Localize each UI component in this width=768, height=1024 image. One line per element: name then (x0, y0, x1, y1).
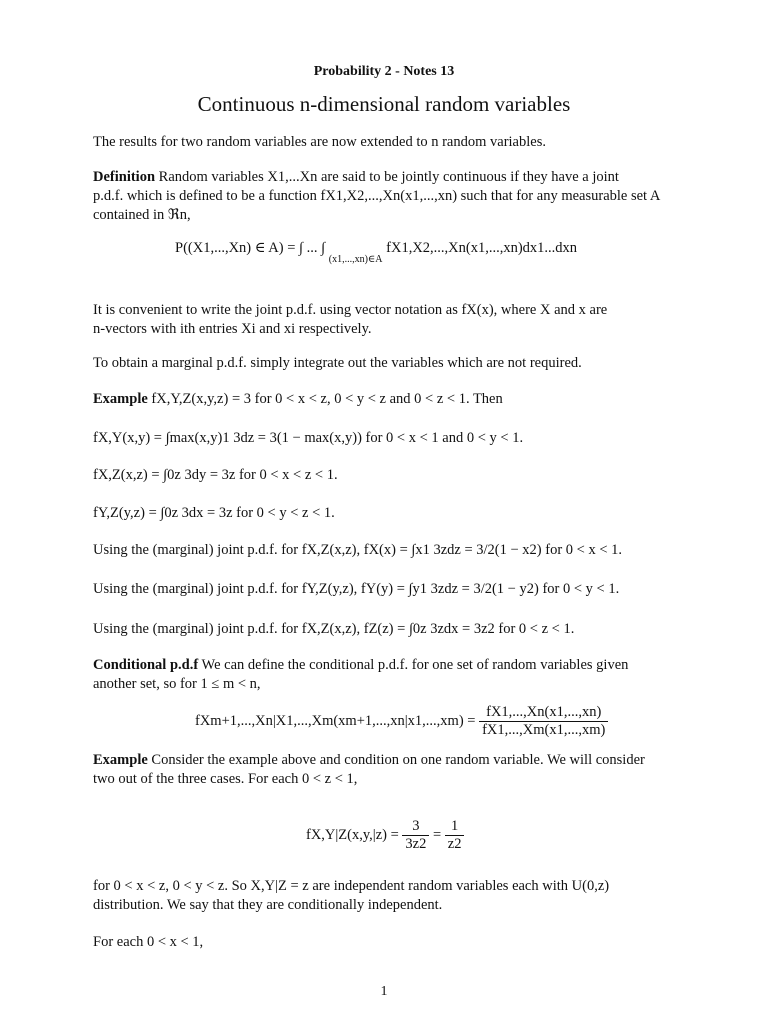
marginal-paragraph: To obtain a marginal p.d.f. simply integrate out the variables which are not required. (93, 355, 582, 371)
fraction-three-over-three-z-squared (402, 818, 429, 853)
equation-line: fX,Y(x,y) = ∫max(x,y)1 3dz = 3(1 − max(x,y)) for 0 < x < 1 and 0 < y < 1. (93, 430, 524, 446)
definition-equation-subscript: (x1,...,xn)∈A (328, 254, 383, 265)
definition-equation-lhs: P((X1,...,Xn) ∈ A) = ∫ ... ∫ (175, 240, 326, 256)
fraction-2-denominator: z2 (447, 836, 462, 852)
definition-text-2: p.d.f. which is defined to be a function fX1,X2,...,Xn(x1,...,xn) such that for any measurable set A (93, 188, 661, 204)
independence-paragraph (93, 877, 679, 915)
final-line: For each 0 < x < 1, (93, 934, 204, 950)
intro-paragraph: The results for two random variables are now extended to n random variables. (93, 134, 546, 150)
example-2-label: Example (93, 752, 148, 768)
definition-paragraph (93, 168, 679, 225)
conditional-text-2: another set, so for 1 ≤ m < n, (93, 676, 261, 692)
independence-text-1: for 0 < x < z, 0 < y < z. So X,Y|Z = z are independent random variables each with U(0,z) (93, 878, 610, 894)
example-2-text-2: two out of the three cases. For each 0 < z < 1, (93, 771, 358, 787)
vector-note-text-2: n-vectors with ith entries Xi and xi respectively. (93, 321, 372, 337)
example-2-text-1: Consider the example above and condition on one random variable. We will consider (151, 752, 645, 768)
vector-note-paragraph (93, 301, 679, 339)
running-header: Probability 2 - Notes 13 (313, 64, 455, 79)
equation-line: Using the (marginal) joint p.d.f. for fX,Z(x,z), fZ(z) = ∫0z 3zdx = 3z2 for 0 < z < 1. (93, 621, 575, 637)
conditional-label: Conditional p.d.f (93, 657, 199, 673)
equation-line: Using the (marginal) joint p.d.f. for fY,Z(y,z), fY(y) = ∫y1 3zdz = 3/2(1 − y2) for 0 < y < 1. (93, 581, 620, 597)
conditional-numerator: fX1,...,Xn(x1,...,xn) (479, 704, 608, 722)
independence-text-2: distribution. We say that they are conditionally independent. (93, 897, 443, 913)
conditional-text-1: We can define the conditional p.d.f. for one set of random variables given (201, 657, 629, 673)
equation-line: fY,Z(y,z) = ∫0z 3dx = 3z for 0 < y < z < 1. (93, 505, 335, 521)
example-1-paragraph (93, 390, 679, 409)
page-title: Continuous n-dimensional random variables (197, 92, 571, 116)
definition-text-3: contained in ℜn, (93, 207, 191, 223)
definition-equation-rhs: fX1,X2,...,Xn(x1,...,xn)dx1...dxn (386, 240, 578, 256)
equals-sign: = (432, 826, 442, 843)
equation-line: fX,Z(x,z) = ∫0z 3dy = 3z for 0 < x < z < 1. (93, 467, 338, 483)
example-1-text: fX,Y,Z(x,y,z) = 3 for 0 < x < z, 0 < y < z and 0 < z < 1. Then (151, 391, 503, 407)
page-number: 1 (380, 984, 388, 999)
definition-equation (175, 240, 578, 265)
fraction-one-over-z-squared (445, 818, 465, 853)
fraction-1-numerator: 3 (402, 818, 429, 836)
definition-text-1: Random variables X1,...Xn are said to be jointly continuous if they have a joint (158, 169, 619, 185)
conditional-equation (195, 704, 608, 739)
conditional-denominator: fX1,...,Xm(x1,...,xm) (482, 722, 606, 738)
conditional-equation-lhs: fXm+1,...,Xn|X1,...,Xm(xm+1,...,xn|x1,...,xm) = (195, 712, 476, 729)
example-2-paragraph (93, 751, 679, 789)
definition-label: Definition (93, 169, 156, 185)
example-1-label: Example (93, 391, 148, 407)
fraction-1-denominator: 3z2 (405, 836, 427, 852)
fraction-2-numerator: 1 (445, 818, 465, 836)
vector-note-text-1: It is convenient to write the joint p.d.f. using vector notation as fX(x), where X and x are (93, 302, 608, 318)
equation-line: Using the (marginal) joint p.d.f. for fX,Z(x,z), fX(x) = ∫x1 3zdz = 3/2(1 − x2) for 0 < x < 1. (93, 542, 623, 558)
conditional-example-lhs: fX,Y|Z(x,y,|z) = (306, 826, 399, 843)
conditional-example-equation (306, 818, 464, 853)
conditional-paragraph (93, 656, 679, 694)
conditional-fraction (479, 704, 608, 739)
